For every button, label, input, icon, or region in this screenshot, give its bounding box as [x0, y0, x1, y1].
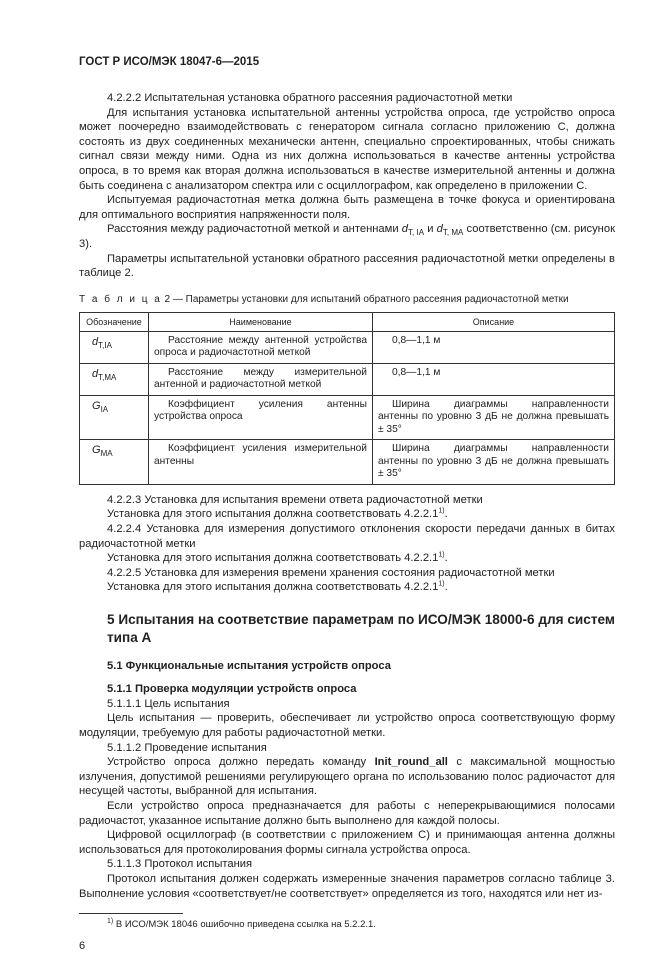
paragraph: Параметры испытательной установки обратного рассеяния радиочастотной метки определены в таблице 2.: [79, 252, 615, 280]
symbol: d: [92, 335, 99, 348]
document-page: [79, 0, 615, 973]
footnote-text: В ИСО/МЭК 18046 ошибочно приведена ссылка на 5.2.2.1.: [113, 919, 376, 931]
symbol: G: [92, 399, 101, 412]
description-text: 0,8—1,1 м: [392, 334, 441, 346]
name-text: Коэффициент усиления антенны устройства опроса: [154, 398, 367, 423]
subsection-heading: 5.1.1.3 Протокол испытания: [107, 858, 253, 871]
symbol-cell: [80, 331, 149, 363]
section-5: [79, 611, 615, 901]
column-header: Наименование: [149, 312, 373, 331]
table-row: [80, 395, 615, 440]
paragraph: Если устройство опроса предназначается для работы с неперекрывающимися полосами радиочастот, указанное испытание должно быть выполнено для каждой полосы.: [79, 800, 615, 827]
description-text: 0,8—1,1 м: [392, 366, 441, 378]
subsection-heading: 4.2.2.4 Установка для измерения допустимого отклонения скорости передачи данных в битах радиочастотной метки: [79, 522, 615, 550]
footnote-divider: [79, 913, 183, 914]
subsection-heading: 5.1.1 Проверка модуляции устройств опроса: [107, 682, 357, 695]
table-header-row: [80, 312, 615, 331]
symbol: d: [92, 367, 99, 380]
subscript: T, MA: [442, 228, 464, 238]
paragraph: [79, 222, 615, 251]
name-text: Расстояние между антенной устройства опроса и радиочастотной меткой: [154, 334, 367, 359]
paragraph: Цель испытания — проверить, обеспечивает ли устройство опроса соответствующую форму модуляции, требуемую для работы радиочастотной метки.: [79, 712, 615, 740]
caption-text: 2 — Параметры установки для испытаний обратного рассеяния радиочастотной метки: [161, 293, 569, 305]
footnote-mark: 1): [107, 918, 114, 926]
symbol-cell: [80, 395, 149, 440]
paragraph: Установка для этого испытания должна соответствовать 4.2.2.1$^{1)}$.: [107, 507, 448, 521]
symbol-cell: [80, 363, 149, 395]
description-text: Ширина диаграммы направленности антенны по уровню 3 дБ не должна превышать ± 35°: [378, 443, 609, 480]
section-4-2-2-2: [79, 91, 615, 281]
subsection-heading: 5.1 Функциональные испытания устройств опроса: [107, 659, 391, 672]
footnote-area: [79, 913, 615, 931]
symbol-cell: [80, 440, 149, 485]
paragraph: Для испытания установка испытательной антенны устройства опроса, где устройство опроса может поочередно взаимодействовать с генератором сигнала согласно приложению С, должна состоять из двух соединенных механически антенн, специально спроектированных, чтобы снижать сигнал связи между ними. Одна из них должна использоваться в качестве антенны устройства опроса, в то время как вторая должна использоваться в качестве измерительной антенны и должна быть соединена с анализатором спектра или с осциллографом, как определено в приложении С.: [79, 106, 615, 192]
footnote: [79, 919, 615, 931]
text: Установка для этого испытания должна соответствовать 4.2.2.1: [107, 508, 439, 521]
text: Устройство опроса должно передать команду: [107, 756, 375, 769]
column-header: Обозначение: [80, 312, 149, 331]
text: Установка для этого испытания должна соответствовать 4.2.2.1: [107, 581, 439, 594]
subscript: IA: [100, 404, 109, 414]
name-text: Коэффициент усиления измерительной антенны: [154, 443, 367, 467]
column-header: Описание: [373, 312, 615, 331]
subsection-heading: 5.1.1.1 Цель испытания: [107, 697, 230, 710]
paragraph: Установка для этого испытания должна соответствовать 4.2.2.1$^{1)}$.: [107, 580, 448, 594]
text: соответственно (см. рисунок 3).: [79, 223, 615, 250]
text: Расстояния между радиочастотной меткой и антеннами: [107, 223, 402, 236]
subscript: MA: [100, 449, 113, 459]
paragraph: Протокол испытания должен содержать измеренные значения параметров согласно таблице 3. Выполнение условия «соответствует/не соответствует» определяется из того, находятся или нет из-: [79, 873, 615, 900]
paragraph: Установка для этого испытания должна соответствовать 4.2.2.1$^{1)}$.: [107, 551, 448, 565]
subsection-heading: 4.2.2.3 Установка для испытания времени ответа радиочастотной метки: [107, 493, 483, 506]
caption-label: Т а б л и ц а: [79, 293, 162, 305]
section-heading: 5 Испытания на соответствие параметрам по ИСО/МЭК 18000-6 для систем типа А: [107, 611, 615, 645]
subscript: T,MA: [98, 372, 117, 382]
description-cell: [373, 440, 615, 485]
table-row: [80, 440, 615, 485]
table-row: [80, 331, 615, 363]
subscript: T,IA: [98, 340, 112, 350]
command-name: Init_round_all: [374, 756, 448, 769]
description-text: Ширина диаграммы направленности антенны по уровню 3 дБ не должна превышать ± 35°: [378, 398, 609, 435]
paragraph: Испытуемая радиочастотная метка должна быть размещена в точке фокуса и ориентирована для оптимального восприятия напряженности поля.: [79, 194, 615, 221]
text: и: [424, 223, 437, 236]
description-cell: [373, 395, 615, 440]
subscript: T, IA: [408, 228, 425, 238]
page-number: 6: [79, 940, 86, 953]
sections-4-2-2-3-to-5: [79, 493, 615, 595]
symbol: d: [401, 223, 408, 236]
name-cell: [149, 395, 373, 440]
description-cell: [373, 363, 615, 395]
footnote-ref[interactable]: 1): [438, 580, 445, 588]
text: Установка для этого испытания должна соответствовать 4.2.2.1: [107, 552, 439, 565]
text: с максимальной мощностью излучения, допустимой решениями регулирующего органа по использованию полос радиочастот для несущей частоты, выбранной для испытания.: [79, 756, 615, 798]
footnote-ref[interactable]: 1): [438, 507, 445, 515]
table-caption: [79, 293, 615, 306]
name-text: Расстояние между измерительной антенной и радиочастотной меткой: [154, 366, 367, 391]
subsection-heading: 5.1.1.2 Проведение испытания: [107, 741, 267, 754]
subsection-heading: 4.2.2.2 Испытательная установка обратного рассеяния радиочастотной метки: [107, 92, 513, 104]
symbol: d: [436, 223, 443, 236]
subsection-heading: 4.2.2.5 Установка для измерения времени хранения состояния радиочастотной метки: [107, 566, 555, 579]
name-cell: [149, 440, 373, 485]
name-cell: [149, 363, 373, 395]
paragraph: Цифровой осциллограф (в соответствии с приложением С) и принимающая антенна должны использоваться для протоколирования формы сигнала устройства опроса.: [79, 829, 615, 856]
table-row: [80, 363, 615, 395]
parameters-table: [79, 312, 615, 485]
paragraph: [79, 755, 615, 799]
footnote-ref[interactable]: 1): [438, 551, 445, 559]
document-header: ГОСТ Р ИСО/МЭК 18047-6—2015: [79, 56, 260, 68]
description-cell: [373, 331, 615, 363]
symbol: G: [92, 444, 101, 457]
name-cell: [149, 331, 373, 363]
